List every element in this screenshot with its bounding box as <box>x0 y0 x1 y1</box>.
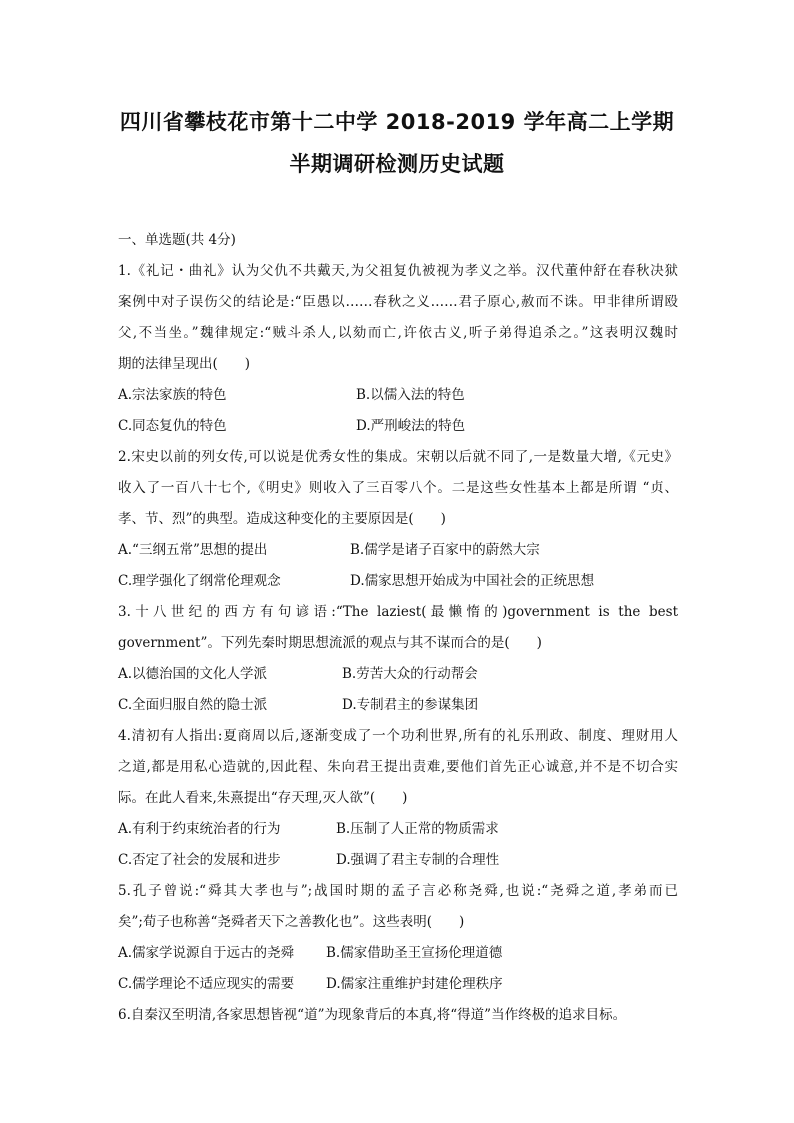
question-text-line: 际。在此人看来,朱熹提出“存天理,灭人欲”( ) <box>118 790 408 806</box>
option-a[interactable]: A.宗法家族的特色 <box>118 387 227 403</box>
question-text-line: 4.清初有人指出:夏商周以后,逐渐变成了一个功利世界,所有的礼乐刑政、制度、理财用人 <box>118 728 678 744</box>
question-4 <box>118 721 678 876</box>
option-c[interactable]: C.理学强化了纲常伦理观念 <box>118 573 281 589</box>
option-a[interactable]: A.以德治国的文化人学派 <box>118 666 268 682</box>
option-d[interactable]: D.儒家思想开始成为中国社会的正统思想 <box>350 573 595 589</box>
option-c[interactable]: C.同态复仇的特色 <box>118 418 227 434</box>
option-b[interactable]: B.儒学是诸子百家中的蔚然大宗 <box>350 542 540 558</box>
option-row <box>118 938 678 969</box>
question-text-line: 3.十八世纪的西方有句谚语:“The laziest(最懒惰的)government is the best <box>118 604 678 620</box>
option-a[interactable]: A.有利于约束统治者的行为 <box>118 821 281 837</box>
question-5 <box>118 876 678 1000</box>
option-d[interactable]: D.专制君主的参谋集团 <box>342 697 479 713</box>
question-text-line: 6.自秦汉至明清,各家思想皆视“道”为现象背后的本真,将“得道”当作终极的追求目标。 <box>118 1007 627 1023</box>
option-row <box>118 411 678 442</box>
option-b[interactable]: B.以儒入法的特色 <box>356 387 465 403</box>
question-text-line: 父,不当坐。”魏律规定:“贼斗杀人,以劾而亡,许依古义,听子弟得追杀之。”这表明汉魏时 <box>118 325 678 341</box>
section-heading: 一、单选题(共 4分) <box>118 232 236 248</box>
question-text-line: 2.宋史以前的列女传,可以说是优秀女性的集成。宋朝以后就不同了,一是数量大增,《元史》 <box>118 449 678 465</box>
question-text-line: 孝、节、烈”的典型。造成这种变化的主要原因是( ) <box>118 511 446 527</box>
option-c[interactable]: C.否定了社会的发展和进步 <box>118 852 281 868</box>
option-a[interactable]: A.儒家学说源自于远古的尧舜 <box>118 945 295 961</box>
question-text-line: 案例中对子误伤父的结论是:“臣愚以……春秋之义……君子原心,赦而不诛。甲非律所谓殴 <box>118 294 678 310</box>
option-b[interactable]: B.儒家借助圣王宣扬伦理道德 <box>326 945 503 961</box>
option-row <box>118 690 678 721</box>
option-d[interactable]: D.儒家注重维护封建伦理秩序 <box>326 976 503 992</box>
option-row <box>118 566 678 597</box>
question-text-line: 期的法律呈现出( ) <box>118 356 251 372</box>
document-title-line-1: 四川省攀枝花市第十二中学 2018-2019 学年高二上学期 <box>119 110 675 134</box>
option-row <box>118 814 678 845</box>
option-row <box>118 659 678 690</box>
option-a[interactable]: A.“三纲五常”思想的提出 <box>118 542 268 558</box>
question-text-line: 1.《礼记・曲礼》认为父仇不共戴天,为父祖复仇被视为孝义之举。汉代董仲舒在春秋决狱 <box>118 263 678 279</box>
question-text-line: 5.孔子曾说:“舜其大孝也与”;战国时期的孟子言必称尧舜,也说:“尧舜之道,孝弟而已 <box>118 883 678 899</box>
option-b[interactable]: B.压制了人正常的物质需求 <box>336 821 499 837</box>
exam-content <box>118 225 678 1031</box>
option-d[interactable]: D.强调了君主专制的合理性 <box>336 852 500 868</box>
option-c[interactable]: C.儒学理论不适应现实的需要 <box>118 976 295 992</box>
question-text-line: 收入了一百八十七个,《明史》则收入了三百零八个。二是这些女性基本上都是所谓 “贞、 <box>118 480 678 496</box>
option-row <box>118 535 678 566</box>
option-row <box>118 845 678 876</box>
option-b[interactable]: B.劳苦大众的行动帮会 <box>342 666 478 682</box>
option-d[interactable]: D.严刑峻法的特色 <box>356 418 466 434</box>
question-text-line: 之道,都是用私心造就的,因此程、朱向君王提出责难,要他们首先正心诚意,并不是不切合实 <box>118 759 678 775</box>
document-title-line-2: 半期调研检测历史试题 <box>289 152 505 176</box>
question-text-line: 矣”;荀子也称善“尧舜者天下之善教化也”。这些表明( ) <box>118 914 465 930</box>
option-c[interactable]: C.全面归服自然的隐士派 <box>118 697 268 713</box>
question-3 <box>118 597 678 721</box>
question-6 <box>118 1000 678 1031</box>
question-text-line: government”。下列先秦时期思想流派的观点与其不谋而合的是( ) <box>118 635 542 651</box>
question-2 <box>118 442 678 597</box>
option-row <box>118 969 678 1000</box>
question-1 <box>118 256 678 442</box>
option-row <box>118 380 678 411</box>
